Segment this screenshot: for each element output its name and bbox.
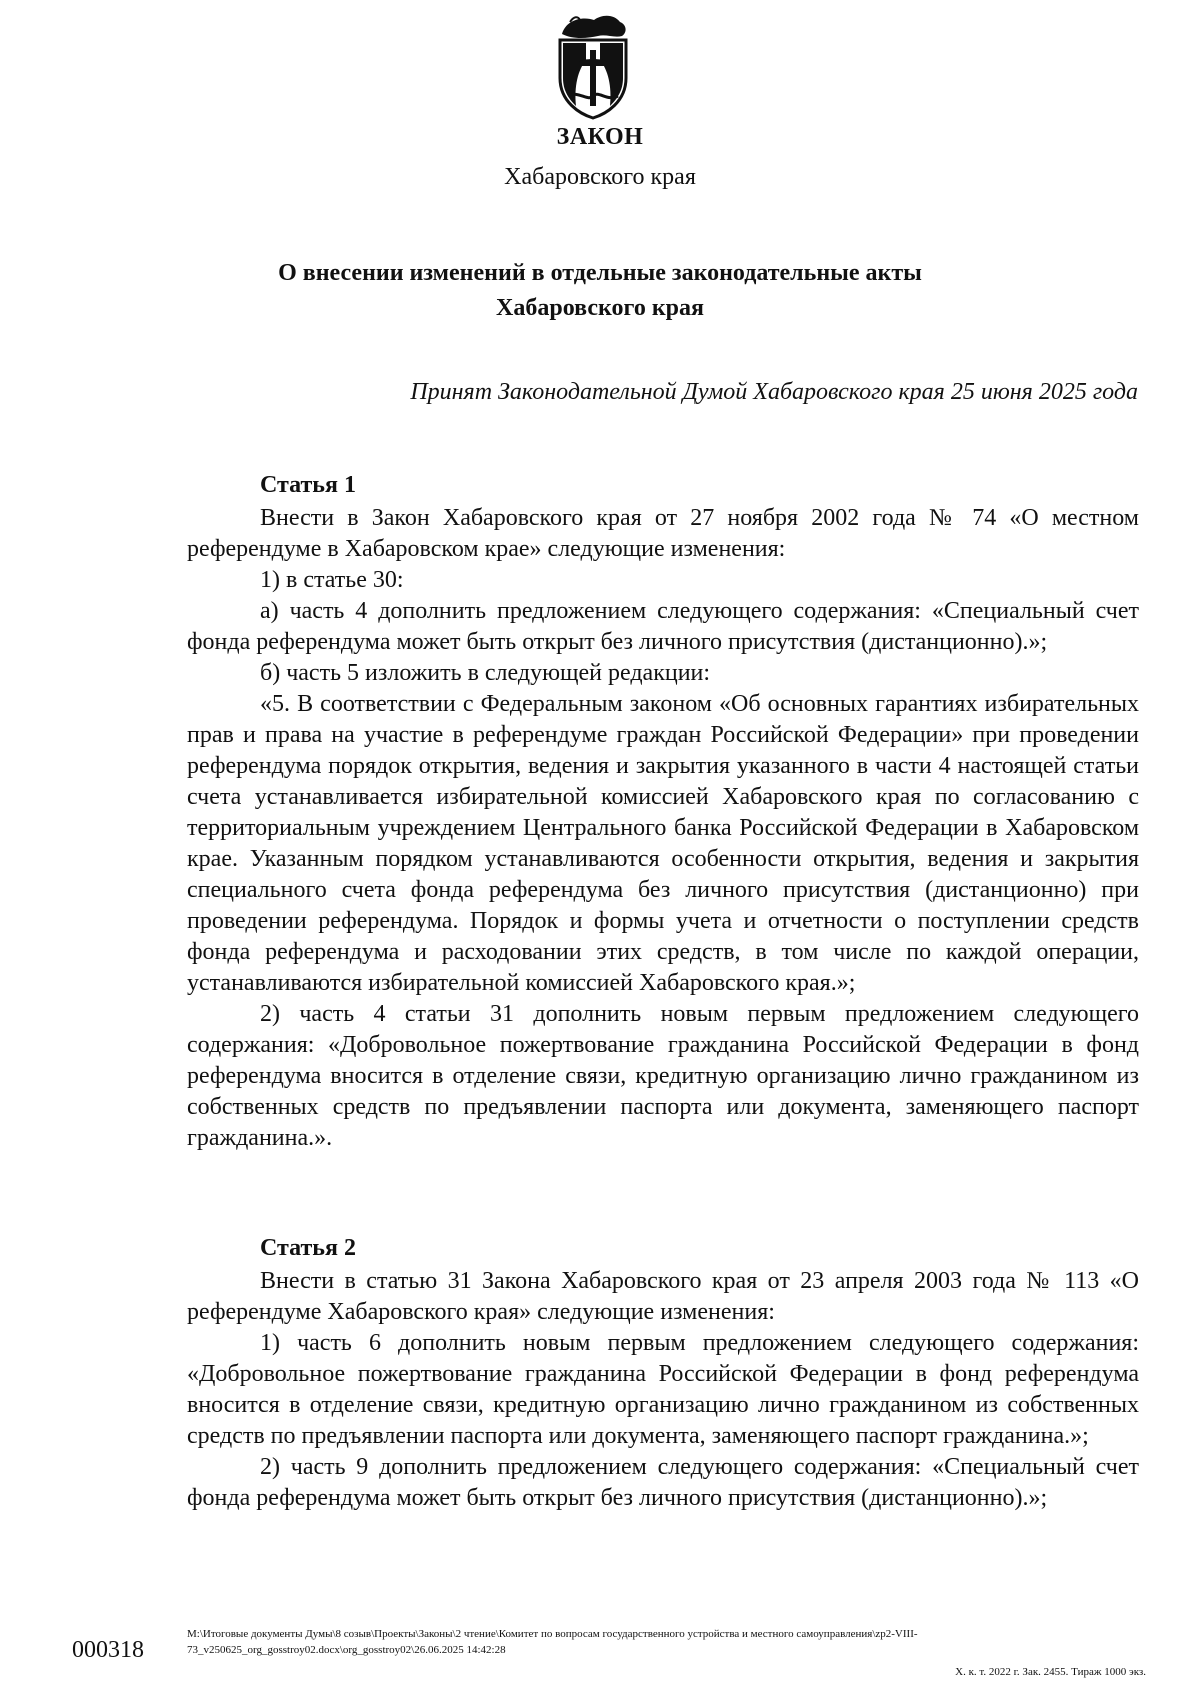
subject-line-1: О внесении изменений в отдельные законодательные акты xyxy=(278,260,922,286)
document-type-title: ЗАКОН xyxy=(556,124,644,150)
adoption-note: Принят Законодательной Думой Хабаровского края 25 июня 2025 года xyxy=(410,379,1138,405)
subject-line-2: Хабаровского края xyxy=(496,295,704,321)
paragraph: а) часть 4 дополнить предложением следующего содержания: «Специальный счет фонда референдума может быть открыт без личного присутствия (дистанционно).»; xyxy=(187,598,1139,655)
document-number: 000318 xyxy=(72,1637,144,1663)
paragraph: 2) часть 9 дополнить предложением следующего содержания: «Специальный счет фонда референдума может быть открыт без личного присутствия (дистанционно).»; xyxy=(187,1454,1139,1511)
file-path: M:\Итоговые документы Думы\8 созыв\Проекты\Законы\2 чтение\Комитет по вопросам государственного устройства и местного самоуправления\zp2-VIII-73_v250625_org_gosstroy02.docx\org_gosstroy02\26.06.2025 14:42:28 xyxy=(187,1628,918,1656)
article-heading: Статья 2 xyxy=(260,1235,356,1261)
document-subject xyxy=(0,256,1200,326)
coat-of-arms-icon xyxy=(548,10,638,122)
print-info: Х. к. т. 2022 г. Зак. 2455. Тираж 1000 экз. xyxy=(955,1666,1146,1678)
paragraph: б) часть 5 изложить в следующей редакции: xyxy=(260,660,711,686)
paragraph: 2) часть 4 статьи 31 дополнить новым первым предложением следующего содержания: «Добровольное пожертвование гражданина Российской Федерации в фонд референдума вносится в отделение связи, кредитную организацию лично гражданином из собственных средств по предъявлении паспорта или документа, заменяющего паспорт гражданина.». xyxy=(187,1001,1139,1151)
paragraph: Внести в Закон Хабаровского края от 27 ноября 2002 года № 74 «О местном референдуме в Хабаровском крае» следующие изменения: xyxy=(187,505,1139,562)
paragraph: Внести в статью 31 Закона Хабаровского края от 23 апреля 2003 года № 113 «О референдуме Хабаровского края» следующие изменения: xyxy=(187,1268,1139,1325)
paragraph: 1) часть 6 дополнить новым первым предложением следующего содержания: «Добровольное пожертвование гражданина Российской Федерации в фонд референдума вносится в отделение связи, кредитную организацию лично гражданином из собственных средств по предъявлении паспорта или документа, заменяющего паспорт гражданина.»; xyxy=(187,1330,1139,1449)
article-heading: Статья 1 xyxy=(260,472,356,498)
article-1 xyxy=(187,470,1139,1154)
document-region: Хабаровского края xyxy=(504,164,696,190)
paragraph: 1) в статье 30: xyxy=(260,567,404,593)
article-2 xyxy=(187,1233,1139,1514)
paragraph: «5. В соответствии с Федеральным законом «Об основных гарантиях избирательных прав и права на участие в референдуме граждан Российской Федерации» при проведении референдума порядок открытия, ведения и закрытия указанного в части 4 настоящей статьи счета устанавливается избирательной комиссией Хабаровского края по согласованию с территориальным учреждением Центрального банка Российской Федерации в Хабаровском крае. Указанным порядком устанавливаются особенности открытия, ведения и закрытия специального счета фонда референдума без личного присутствия (дистанционно) при проведении референдума. Порядок и формы учета и отчетности о поступлении средств фонда референдума и расходовании этих средств, в том числе по каждой операции, устанавливаются избирательной комиссией Хабаровского края.»; xyxy=(187,691,1139,996)
